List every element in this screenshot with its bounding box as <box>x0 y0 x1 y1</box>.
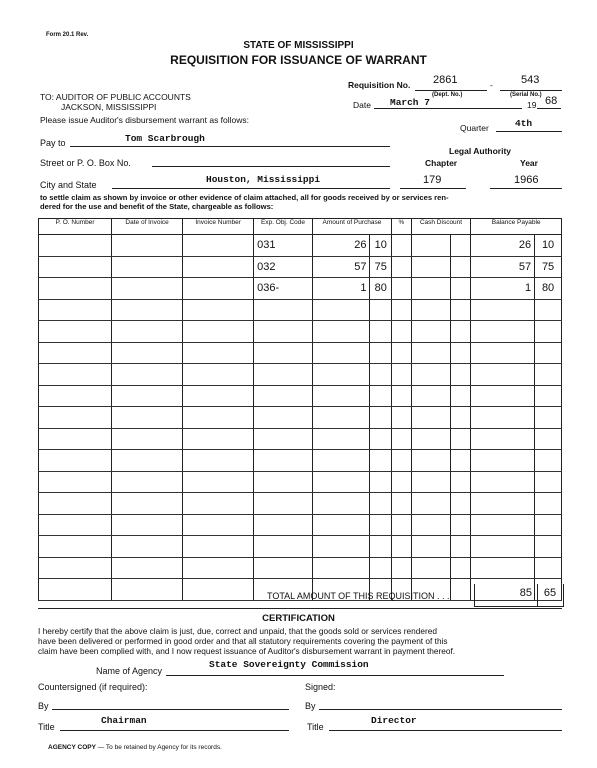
to-line-2: JACKSON, MISSISSIPPI <box>61 102 157 112</box>
year-value: 68 <box>545 95 558 107</box>
agency-copy-text: — To be retained by Agency for its records. <box>95 744 222 751</box>
table-row <box>39 450 562 472</box>
left-title-value: Chairman <box>101 715 147 726</box>
year-label: Year <box>520 158 538 168</box>
table-row <box>39 321 562 343</box>
total-label: TOTAL AMOUNT OF THIS REQUISITION . . . <box>267 591 450 601</box>
table-row <box>39 299 562 321</box>
settle-text-line-1: to settle claim as shown by invoice or other evidence of claim attached, all for goods received by or services ren- <box>40 193 449 202</box>
chapter-value: 179 <box>423 174 442 186</box>
dept-number: 2861 <box>433 74 458 86</box>
table-row <box>39 557 562 579</box>
settle-text-line-2: dered for the use and benefit of the State, chargeable as follows: <box>40 202 274 211</box>
balance-dollars-cell: 26 <box>471 235 535 257</box>
serial-number: 543 <box>521 74 540 86</box>
table-row <box>39 385 562 407</box>
total-cents: 65 <box>543 587 557 599</box>
header-balance-payable: Balance Payable <box>471 219 562 235</box>
left-title-label: Title <box>38 722 55 732</box>
header-po-number: P. O. Number <box>39 219 112 235</box>
requisition-dash: - <box>490 80 493 90</box>
right-title-label: Title <box>307 722 324 732</box>
chapter-label: Chapter <box>425 158 458 168</box>
table-row <box>39 536 562 558</box>
agency-name-value: State Sovereignty Commission <box>209 659 369 670</box>
instruction-text: Please issue Auditor's disbursement warrant as follows: <box>40 115 250 125</box>
claim-table <box>38 218 562 601</box>
table-row <box>39 278 562 300</box>
certification-text-1: I hereby certify that the above claim is just, due, correct and unpaid, that the goods sold or services rendered <box>38 626 437 636</box>
balance-cents-cell: 75 <box>535 256 562 278</box>
certification-text-3: claim have been complied with, and I now request issuance of Auditor's disbursement warrant in payment thereof. <box>38 646 456 656</box>
state-heading: STATE OF MISSISSIPPI <box>243 40 354 51</box>
left-by-label: By <box>38 701 49 711</box>
agency-copy-label: AGENCY COPY <box>48 744 96 751</box>
certification-title: CERTIFICATION <box>262 613 335 624</box>
table-row <box>39 471 562 493</box>
header-invoice-number: Invoice Number <box>183 219 254 235</box>
header-exp-obj-code: Exp. Obj. Code <box>254 219 313 235</box>
street-label: Street or P. O. Box No. <box>40 158 131 168</box>
right-title-value: Director <box>371 715 417 726</box>
balance-cents-cell: 10 <box>535 235 562 257</box>
amount-cents-cell: 75 <box>370 256 392 278</box>
amount-dollars-cell: 57 <box>312 256 370 278</box>
agency-name-label: Name of Agency <box>96 666 163 676</box>
right-by-label: By <box>305 701 316 711</box>
dept-no-caption: (Dept. No.) <box>432 92 463 98</box>
form-number: Form 20.1 Rev. <box>46 32 89 38</box>
authority-year-value: 1966 <box>514 174 539 186</box>
requisition-label: Requisition No. <box>348 80 411 90</box>
amount-cents-cell: 10 <box>370 235 392 257</box>
table-row <box>39 342 562 364</box>
header-cash-discount: Cash Discount <box>411 219 471 235</box>
table-row <box>39 256 562 278</box>
year-prefix: 19 <box>527 100 537 110</box>
header-amount-of-purchase: Amount of Purchase <box>312 219 391 235</box>
certification-text-2: have been delivered or performed in good order and that all statutory requirements covering the payment of this <box>38 636 448 646</box>
amount-cents-cell: 80 <box>370 278 392 300</box>
exp-code-cell: 032 <box>254 256 313 278</box>
legal-authority-title: Legal Authority <box>449 146 512 156</box>
total-box <box>474 584 564 607</box>
table-header-row <box>39 219 562 235</box>
header-date-of-invoice: Date of Invoice <box>112 219 183 235</box>
balance-dollars-cell: 1 <box>471 278 535 300</box>
date-value: March 7 <box>390 97 430 108</box>
table-row <box>39 235 562 257</box>
table-row <box>39 364 562 386</box>
exp-code-cell: 036- <box>254 278 313 300</box>
agency-copy-note <box>48 744 222 751</box>
table-row <box>39 407 562 429</box>
header-percent: % <box>392 219 412 235</box>
date-label: Date <box>353 100 371 110</box>
table-row <box>39 428 562 450</box>
to-line-1: TO: AUDITOR OF PUBLIC ACCOUNTS <box>40 92 191 102</box>
pay-to-label: Pay to <box>40 138 66 148</box>
amount-dollars-cell: 26 <box>312 235 370 257</box>
balance-cents-cell: 80 <box>535 278 562 300</box>
quarter-value: 4th <box>515 118 533 129</box>
form-title: REQUISITION FOR ISSUANCE OF WARRANT <box>170 53 427 67</box>
amount-dollars-cell: 1 <box>312 278 370 300</box>
table-row <box>39 493 562 515</box>
table-row <box>39 514 562 536</box>
quarter-label: Quarter <box>460 123 489 133</box>
signed-label: Signed: <box>305 682 336 692</box>
exp-code-cell: 031 <box>254 235 313 257</box>
city-value: Houston, Mississippi <box>206 174 321 185</box>
pay-to-value: Tom Scarbrough <box>125 133 205 144</box>
serial-no-caption: (Serial No.) <box>510 92 542 98</box>
countersigned-label: Countersigned (if required): <box>38 682 148 692</box>
total-dollars: 85 <box>519 587 532 599</box>
balance-dollars-cell: 57 <box>471 256 535 278</box>
city-label: City and State <box>40 180 97 190</box>
